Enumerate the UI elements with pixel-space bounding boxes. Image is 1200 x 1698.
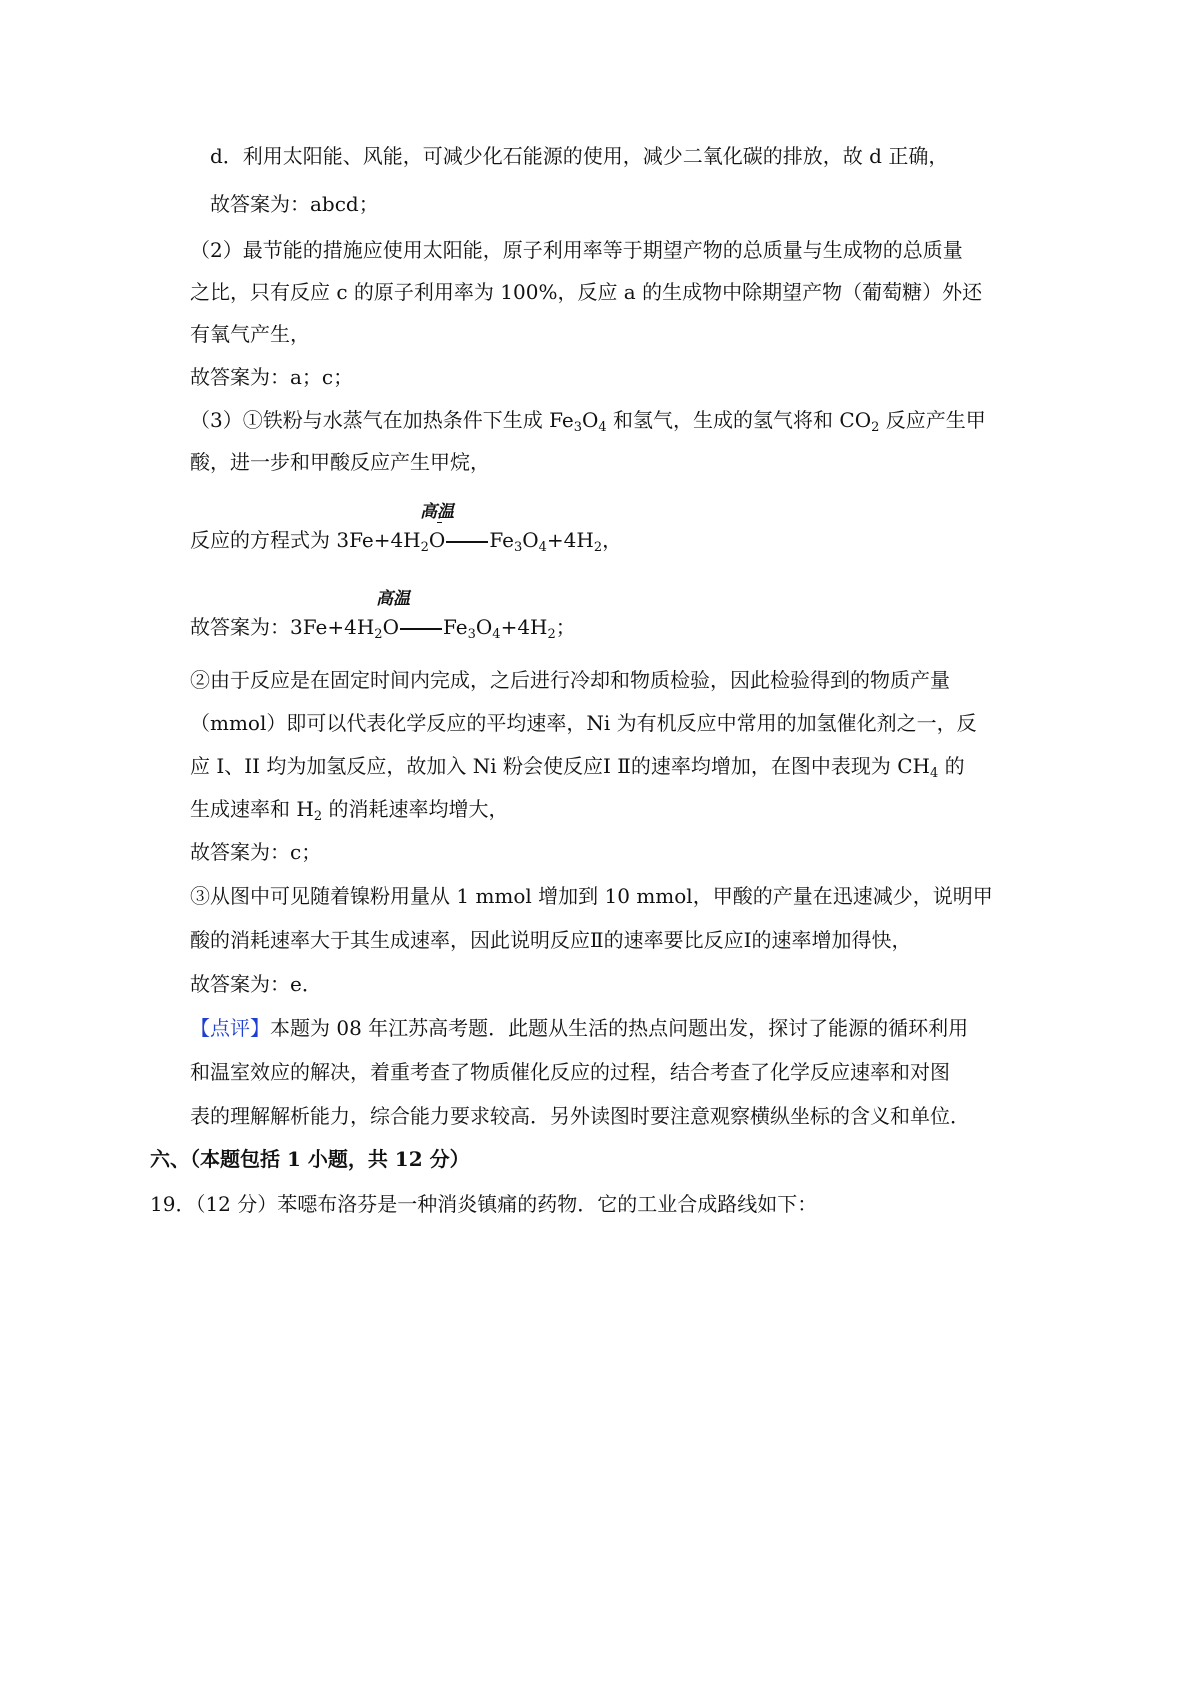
paragraph-5-line-1: ③从图中可见随着镍粉用量从 1 mmol 增加到 10 mmol，甲酸的产量在迅速减少，说明甲 bbox=[190, 884, 993, 908]
paragraph-4-line-4: 生成速率和 $H_2$ 的消耗速率均增大， bbox=[190, 797, 509, 824]
paragraph-3-line-2: 酸，进一步和甲酸反应产生甲烷， bbox=[190, 450, 490, 474]
reaction-condition-label: 高温 bbox=[420, 502, 454, 522]
paragraph-2-line-1: （2）最节能的措施应使用太阳能，原子利用率等于期望产物的总质量与生成物的总质量 bbox=[190, 238, 963, 262]
paragraph-2-line-3: 有氧气产生， bbox=[190, 322, 310, 346]
answer-5: 故答案为：e． bbox=[190, 972, 322, 996]
paragraph-4-line-1: ②由于反应是在固定时间内完成，之后进行冷却和物质检验，因此检验得到的物质产量 bbox=[190, 668, 950, 692]
question-19: 19．（12 分）苯噁布洛芬是一种消炎镇痛的药物．它的工业合成路线如下： bbox=[150, 1192, 818, 1216]
equation-arrow bbox=[446, 541, 488, 543]
reaction-condition-label-2: 高温 bbox=[376, 589, 410, 609]
comment-line-3: 表的理解解析能力，综合能力要求较高．另外读图时要注意观察横纵坐标的含义和单位． bbox=[190, 1104, 970, 1128]
section-heading: 六、（本题包括 1 小题，共 12 分） bbox=[150, 1147, 470, 1171]
equation-line-1: 反应的方程式为 $3Fe+4H_2O$ $Fe_3O_4+4H_2$， bbox=[190, 528, 623, 555]
paragraph-d: d．利用太阳能、风能，可减少化石能源的使用，减少二氧化碳的排放，故 d 正确， bbox=[210, 144, 949, 168]
comment-line-2: 和温室效应的解决，着重考查了物质催化反应的过程，结合考查了化学反应速率和对图 bbox=[190, 1060, 950, 1084]
answer-4: 故答案为：c； bbox=[190, 840, 322, 864]
answer-1: 故答案为：abcd； bbox=[210, 192, 379, 216]
paragraph-5-line-2: 酸的消耗速率大于其生成速率，因此说明反应Ⅱ的速率要比反应Ⅰ的速率增加得快， bbox=[190, 928, 912, 952]
equation-dot-mark bbox=[437, 522, 442, 523]
comment-line-1: 【点评】本题为 08 年江苏高考题．此题从生活的热点问题出发，探讨了能源的循环利用 bbox=[190, 1016, 969, 1040]
paragraph-4-line-3: 应 I、II 均为加氢反应，故加入 Ni 粉会使反应Ⅰ Ⅱ的速率均增加，在图中表现为 $CH_4$ 的 bbox=[190, 754, 965, 781]
paragraph-2-line-2: 之比，只有反应 c 的原子利用率为 100%，反应 a 的生成物中除期望产物（葡萄糖）外还 bbox=[190, 280, 983, 304]
answer-3: 故答案为：$3Fe+4H_2O$ $Fe_3O_4+4H_2$； bbox=[190, 615, 576, 642]
answer-2: 故答案为：a；c； bbox=[190, 365, 354, 389]
paragraph-4-line-2: （mmol）即可以代表化学反应的平均速率，Ni 为有机反应中常用的加氢催化剂之一，反 bbox=[190, 711, 977, 735]
equation-arrow-2 bbox=[400, 628, 442, 630]
comment-label: 【点评】 bbox=[190, 1016, 270, 1040]
paragraph-3-line-1: （3）①铁粉与水蒸气在加热条件下生成 $Fe_3O_4$ 和氢气，生成的氢气将和 $CO_2$ 反应产生甲 bbox=[190, 408, 986, 435]
